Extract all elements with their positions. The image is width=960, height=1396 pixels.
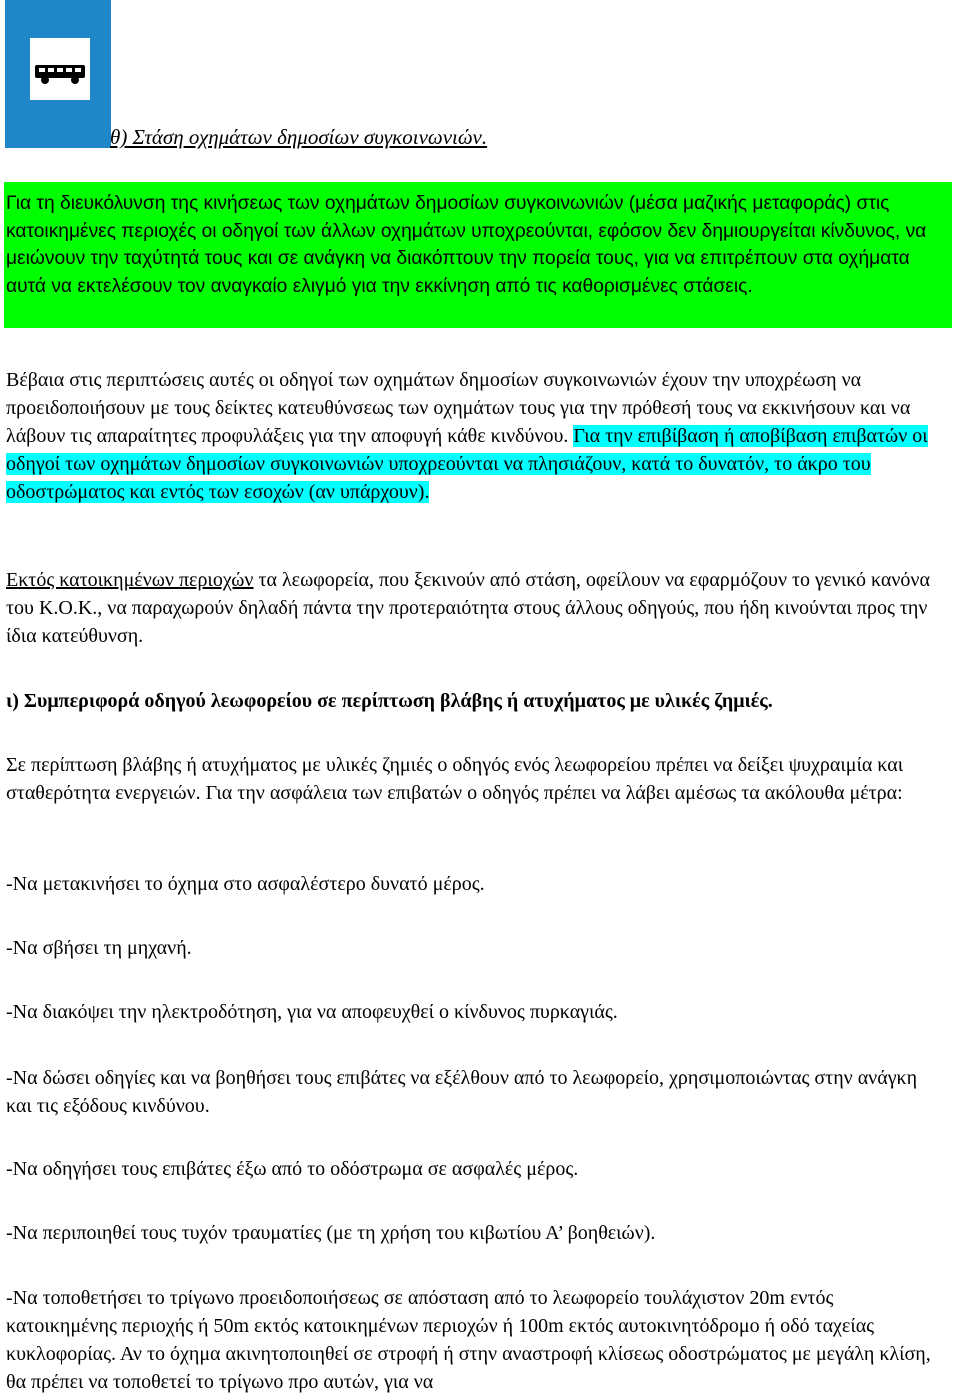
paragraph-text: Βέβαια στις περιπτώσεις αυτές οι οδηγοί των οχημάτων δημοσίων συγκοινωνιών έχουν την υποχρέωση να προειδοποιήσουν με τους δείκτες κατευθύνσεως των οχημάτων τους για την πρόθεσή τους να εκκινήσουν και να λάβουν τις απαραίτητες προφυλάξεις για την αποφυγή κάθε κινδύνου. [6, 369, 911, 447]
measure-item: -Να δώσει οδηγίες και να βοηθήσει τους επιβάτες να εξέλθουν από το λεωφορείο, χρησιμοποιώντας στην ανάγκη και τις εξόδους κινδύνου. [6, 1067, 918, 1117]
highlighted-text-cyan: Για την επιβίβαση ή αποβίβαση επιβατών οι οδηγοί των οχημάτων δημοσίων συγκοινωνιών υποχρεούνται να πλησιάζουν, κατά το δυνατόν, το άκρο του οδοστρώματος και εντός των εσοχών (αν υπάρχουν). [6, 425, 928, 503]
underlined-phrase: Εκτός κατοικημένων περιοχών [6, 569, 254, 591]
measure-item: -Να διακόψει την ηλεκτροδότηση, για να αποφευχθεί ο κίνδυνος πυρκαγιάς. [6, 1001, 618, 1023]
bus-stop-sign-icon [5, 0, 111, 148]
highlighted-paragraph-green [4, 182, 952, 328]
paragraph-outside-residential [6, 566, 946, 650]
measure-item: -Να τοποθετήσει το τρίγωνο προειδοποιήσεως σε απόσταση από το λεωφορείο τουλάχιστον 20m εντός κατοικημένης περιοχής ή 50m εκτός κατοικημένων περιοχών ή 100m εκτός αυτοκινητόδρομο ή οδό ταχείας κυκλοφορίας. Αν το όχημα ακινητοποιηθεί σε στροφή ή στην αναστροφή κλίσεως οδοστρώματος με μεγάλη κλίση, θα πρέπει να τοποθετεί το τρίγωνο προ αυτών, για να [6, 1287, 931, 1393]
section-iota-title: ι) Συμπεριφορά οδηγού λεωφορείου σε περίπτωση βλάβης ή ατυχήματος με υλικές ζημιές. [6, 690, 773, 712]
section-theta-title: θ) Στάση οχημάτων δημοσίων συγκοινωνιών. [110, 125, 488, 149]
sign-white-panel [30, 38, 90, 100]
measure-item: -Να μετακινήσει το όχημα στο ασφαλέστερο δυνατό μέρος. [6, 873, 485, 895]
paragraph-signal-indicators [6, 366, 946, 506]
paragraph-text: τα λεωφορεία, που ξεκινούν από στάση, οφείλουν να εφαρμόζουν το γενικό κανόνα του Κ.Ο.Κ., να παραχωρούν δηλαδή πάντα την προτεραιότητα στους άλλους οδηγούς, που ήδη κινούνται προς την ίδια κατεύθυνση. [6, 569, 930, 647]
measure-item: -Να σβήσει τη μηχανή. [6, 937, 192, 959]
bus-icon [30, 38, 90, 100]
measure-item: -Να οδηγήσει τους επιβάτες έξω από το οδόστρωμα σε ασφαλές μέρος. [6, 1158, 579, 1180]
measure-item: -Να περιποιηθεί τους τυχόν τραυματίες (με τη χρήση του κιβωτίου Α’ βοηθειών). [6, 1222, 656, 1244]
paragraph-intro: Σε περίπτωση βλάβης ή ατυχήματος με υλικές ζημιές ο οδηγός ενός λεωφορείου πρέπει να δείξει ψυχραιμία και σταθερότητα ενεργειών. Για την ασφάλεια των επιβατών ο οδηγός πρέπει να λάβει αμέσως τα ακόλουθα μέτρα: [6, 754, 904, 804]
green-paragraph-text: Για τη διευκόλυνση της κινήσεως των οχημάτων δημοσίων συγκοινωνιών (μέσα μαζικής μεταφοράς) στις κατοικημένες περιοχές οι οδηγοί των άλλων οχημάτων υποχρεούνται, εφόσον δεν δημιουργείται κίνδυνος, να μειώνουν την ταχύτητά τους και σε ανάγκη να διακόπτουν την πορεία τους, για να επιτρέπουν στα οχήματα αυτά να εκτελέσουν τον αναγκαίο ελιγμό για την εκκίνηση από τις καθορισμένες στάσεις. [6, 193, 927, 298]
